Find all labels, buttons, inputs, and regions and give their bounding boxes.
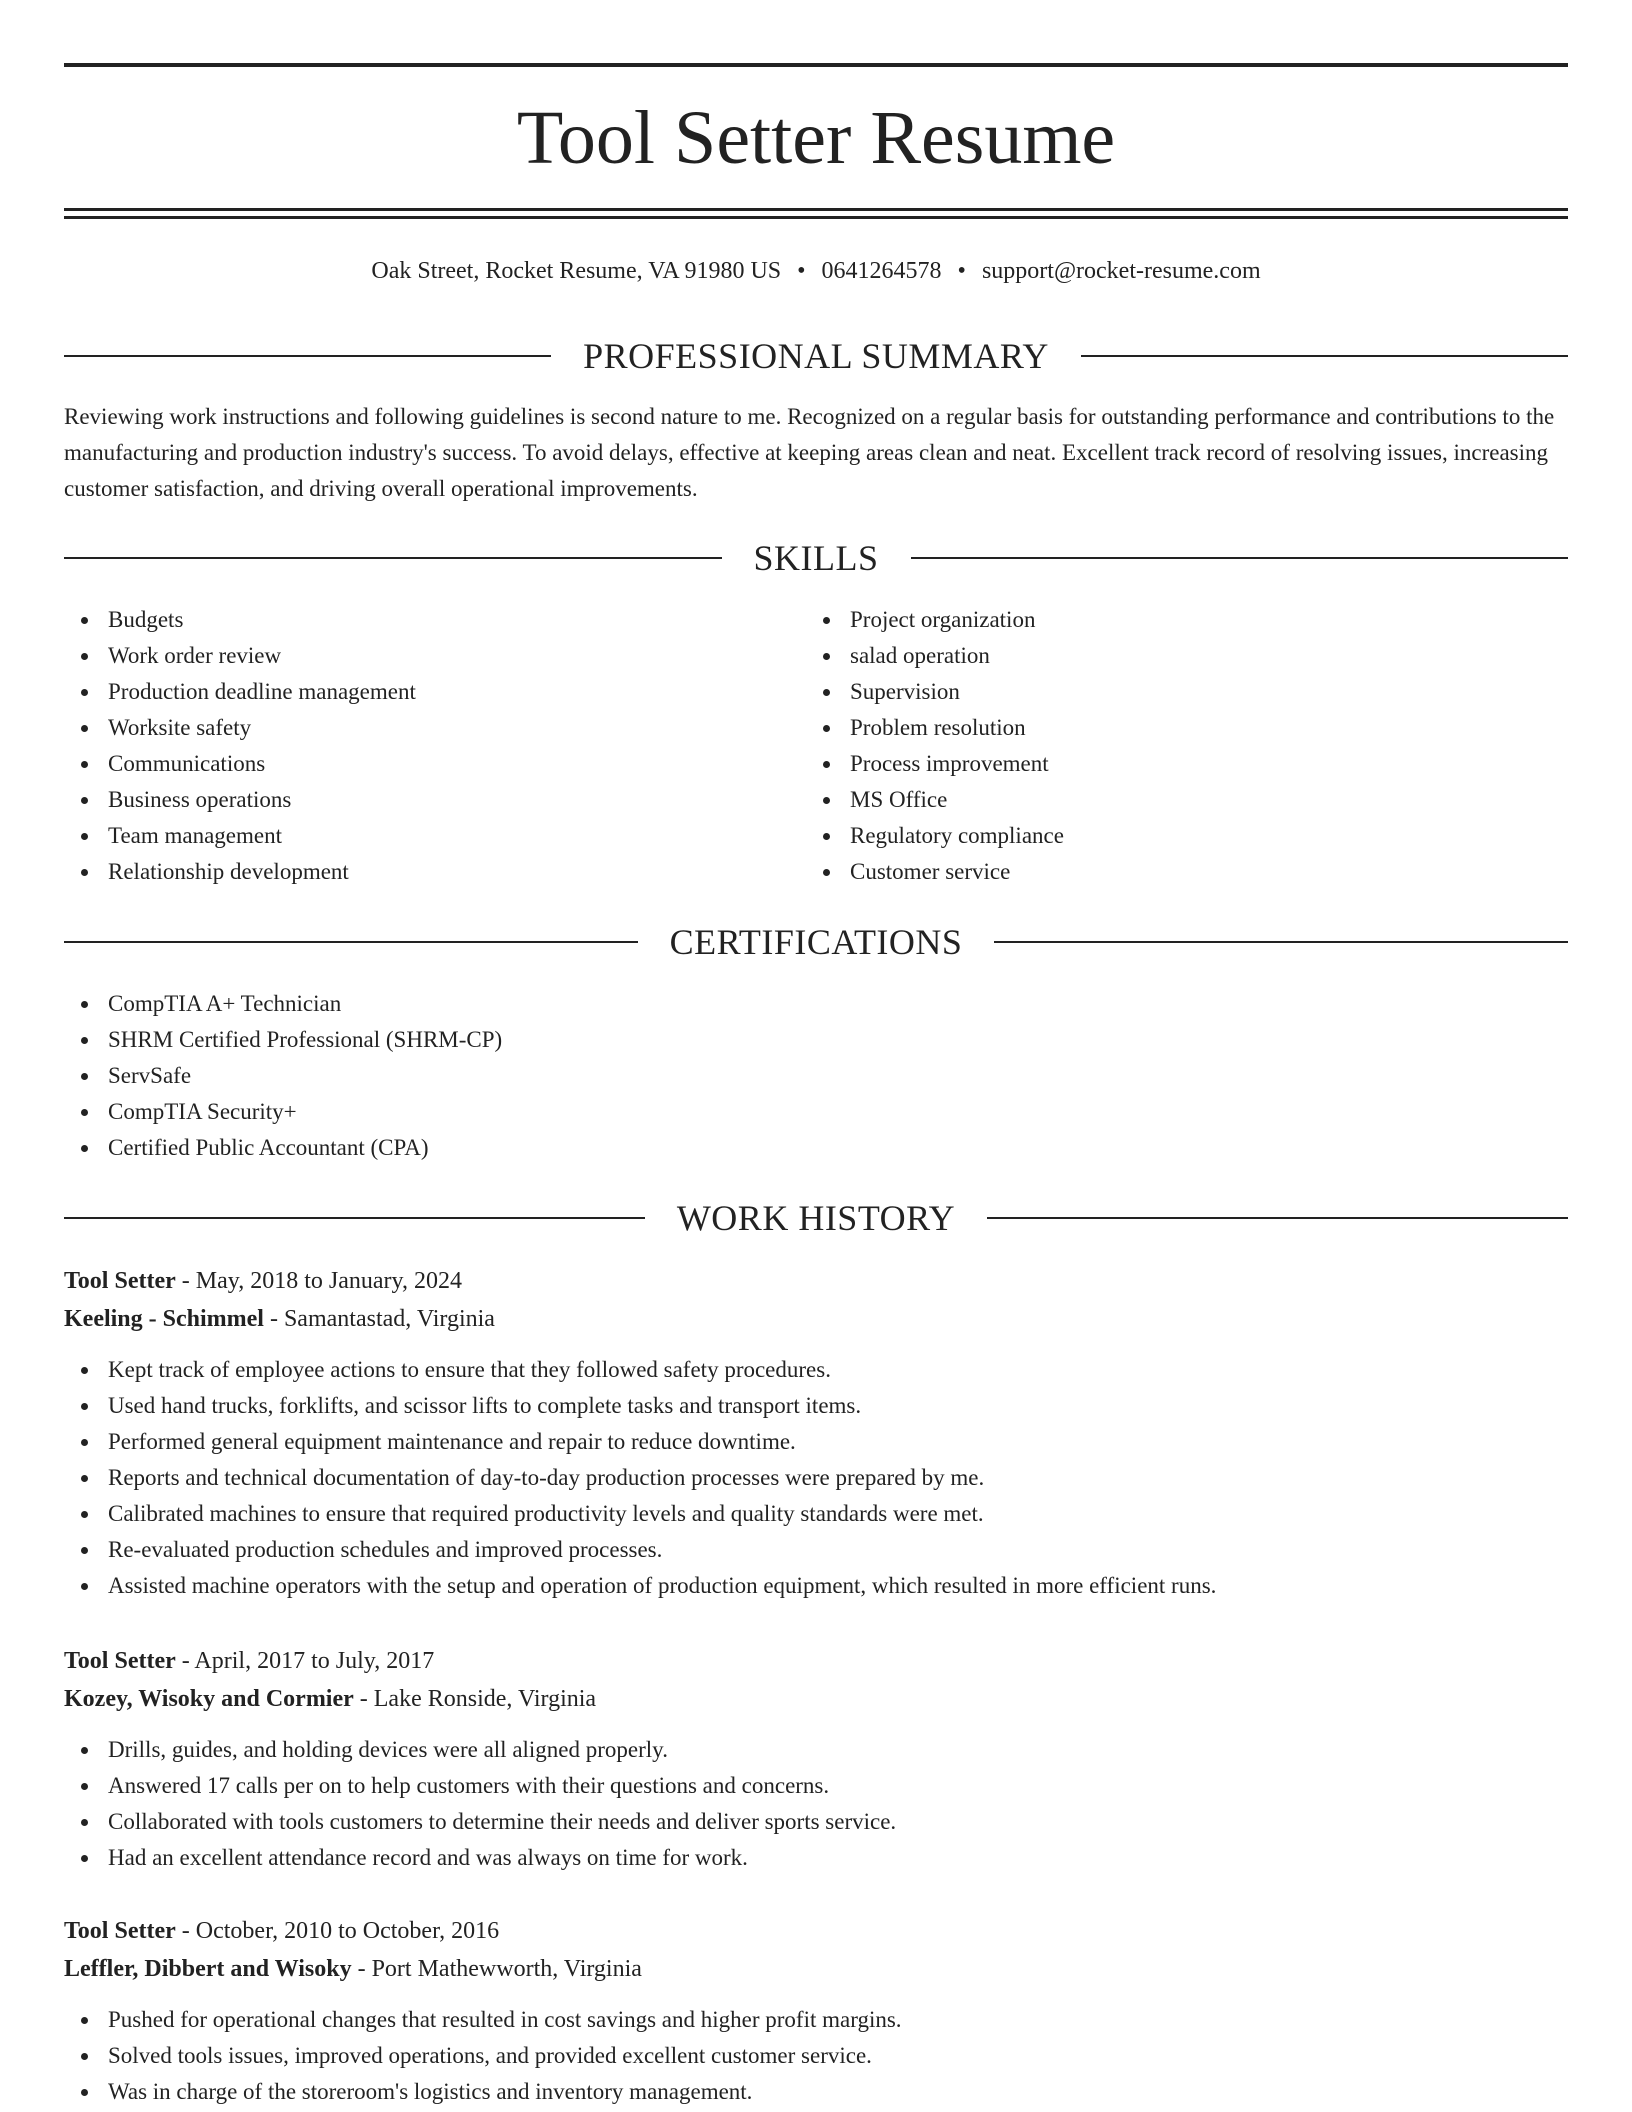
- heading-rule-left: [64, 557, 722, 559]
- skill-item: Process improvement: [806, 746, 1546, 782]
- job-bullets: [64, 1352, 1568, 1604]
- job-title: Tool Setter: [64, 1648, 176, 1674]
- skill-item: Regulatory compliance: [806, 818, 1546, 854]
- contact-line: [64, 253, 1568, 289]
- summary-heading: PROFESSIONAL SUMMARY: [583, 336, 1049, 376]
- skills-list-left: [64, 602, 804, 890]
- job-dates: - April, 2017 to July, 2017: [181, 1648, 435, 1674]
- summary-section-heading: [64, 334, 1568, 378]
- work-history-section-heading: [64, 1196, 1568, 1240]
- title-double-rule-upper: [64, 208, 1568, 211]
- job-company: Leffler, Dibbert and Wisoky: [64, 1956, 352, 1982]
- skill-item: MS Office: [806, 782, 1546, 818]
- job-location: - Samantastad, Virginia: [269, 1306, 495, 1332]
- certifications-section-heading: [64, 920, 1568, 964]
- skills-heading: SKILLS: [753, 538, 879, 578]
- summary-text: Reviewing work instructions and following guidelines is second nature to me. Recognized on a regular basis for outstanding performance and contributions to the manufacturing and production industry's success. To avoid delays, effective at keeping areas clean and neat. Excellent track record of resolving issues, increasing customer satisfaction, and driving overall operational improvements.: [64, 404, 1555, 501]
- job-dates: - May, 2018 to January, 2024: [181, 1268, 462, 1294]
- contact-phone: 0641264578: [821, 258, 942, 284]
- skill-item: Customer service: [806, 854, 1546, 890]
- job-bullet: Answered 17 calls per on to help customers with their questions and concerns.: [64, 1768, 1568, 1804]
- job-title-line: [64, 1912, 1568, 1950]
- heading-rule-right: [994, 941, 1568, 943]
- heading-rule-right: [911, 557, 1569, 559]
- job-location: - Port Mathewworth, Virginia: [357, 1956, 642, 1982]
- certifications-list: [64, 986, 1568, 1166]
- skill-item: Budgets: [64, 602, 804, 638]
- job-bullet: Solved tools issues, improved operations, and provided excellent customer service.: [64, 2038, 1568, 2074]
- job-title-line: [64, 1642, 1568, 1680]
- job-bullet: Performed general equipment maintenance and repair to reduce downtime.: [64, 1424, 1568, 1460]
- job-bullet: Had an excellent attendance record and was always on time for work.: [64, 1840, 1568, 1876]
- skill-item: Business operations: [64, 782, 804, 818]
- job-bullet: Reports and technical documentation of day-to-day production processes were prepared by me.: [64, 1460, 1568, 1496]
- job-bullet: Re-evaluated production schedules and improved processes.: [64, 1532, 1568, 1568]
- certification-item: SHRM Certified Professional (SHRM-CP): [64, 1022, 1568, 1058]
- contact-separator: •: [797, 258, 806, 284]
- job-bullet: Drills, guides, and holding devices were all aligned properly.: [64, 1732, 1568, 1768]
- job-entry: [64, 1642, 1568, 1876]
- job-company: Kozey, Wisoky and Cormier: [64, 1686, 354, 1712]
- heading-rule-right: [1081, 355, 1568, 357]
- job-title-line: [64, 1262, 1568, 1300]
- skill-item: salad operation: [806, 638, 1546, 674]
- skills-list-right: [806, 602, 1546, 890]
- skill-item: Relationship development: [64, 854, 804, 890]
- certification-item: CompTIA A+ Technician: [64, 986, 1568, 1022]
- title-double-rule-lower: [64, 216, 1568, 219]
- contact-address: Oak Street, Rocket Resume, VA 91980 US: [371, 258, 782, 284]
- skill-item: Supervision: [806, 674, 1546, 710]
- certifications-heading: CERTIFICATIONS: [669, 922, 963, 962]
- job-company-line: [64, 1300, 1568, 1338]
- certification-item: ServSafe: [64, 1058, 1568, 1094]
- heading-rule-left: [64, 355, 551, 357]
- job-bullet: Collaborated with tools customers to determine their needs and deliver sports service.: [64, 1804, 1568, 1840]
- job-bullet: Was in charge of the storeroom's logistics and inventory management.: [64, 2074, 1568, 2110]
- job-location: - Lake Ronside, Virginia: [359, 1686, 597, 1712]
- skill-item: Problem resolution: [806, 710, 1546, 746]
- certification-item: CompTIA Security+: [64, 1094, 1568, 1130]
- contact-separator: •: [957, 258, 966, 284]
- job-bullet: Used hand trucks, forklifts, and scissor lifts to complete tasks and transport items.: [64, 1388, 1568, 1424]
- work-history-heading: WORK HISTORY: [676, 1198, 956, 1238]
- contact-email: support@rocket-resume.com: [981, 258, 1261, 284]
- job-company-line: [64, 1950, 1568, 1988]
- skill-item: Project organization: [806, 602, 1546, 638]
- job-bullet: Pushed for operational changes that resulted in cost savings and higher profit margins.: [64, 2002, 1568, 2038]
- job-bullet: Kept track of employee actions to ensure that they followed safety procedures.: [64, 1352, 1568, 1388]
- job-bullets: [64, 2002, 1568, 2110]
- job-title: Tool Setter: [64, 1268, 176, 1294]
- job-dates: - October, 2010 to October, 2016: [181, 1918, 500, 1944]
- top-rule: [64, 63, 1568, 67]
- skill-item: Team management: [64, 818, 804, 854]
- heading-rule-left: [64, 941, 638, 943]
- job-title: Tool Setter: [64, 1918, 176, 1944]
- resume-title: Tool Setter Resume: [516, 96, 1116, 180]
- job-company: Keeling - Schimmel: [64, 1306, 264, 1332]
- job-entry: [64, 1262, 1568, 1604]
- job-bullets: [64, 1732, 1568, 1876]
- skill-item: Communications: [64, 746, 804, 782]
- skill-item: Production deadline management: [64, 674, 804, 710]
- skill-item: Work order review: [64, 638, 804, 674]
- certification-item: Certified Public Accountant (CPA): [64, 1130, 1568, 1166]
- job-bullet: Calibrated machines to ensure that required productivity levels and quality standards were met.: [64, 1496, 1568, 1532]
- heading-rule-left: [64, 1217, 645, 1219]
- heading-rule-right: [987, 1217, 1568, 1219]
- skills-section-heading: [64, 536, 1568, 580]
- skill-item: Worksite safety: [64, 710, 804, 746]
- job-entry: [64, 1912, 1568, 2110]
- job-company-line: [64, 1680, 1568, 1718]
- job-bullet: Assisted machine operators with the setup and operation of production equipment, which resulted in more efficient runs.: [64, 1568, 1568, 1604]
